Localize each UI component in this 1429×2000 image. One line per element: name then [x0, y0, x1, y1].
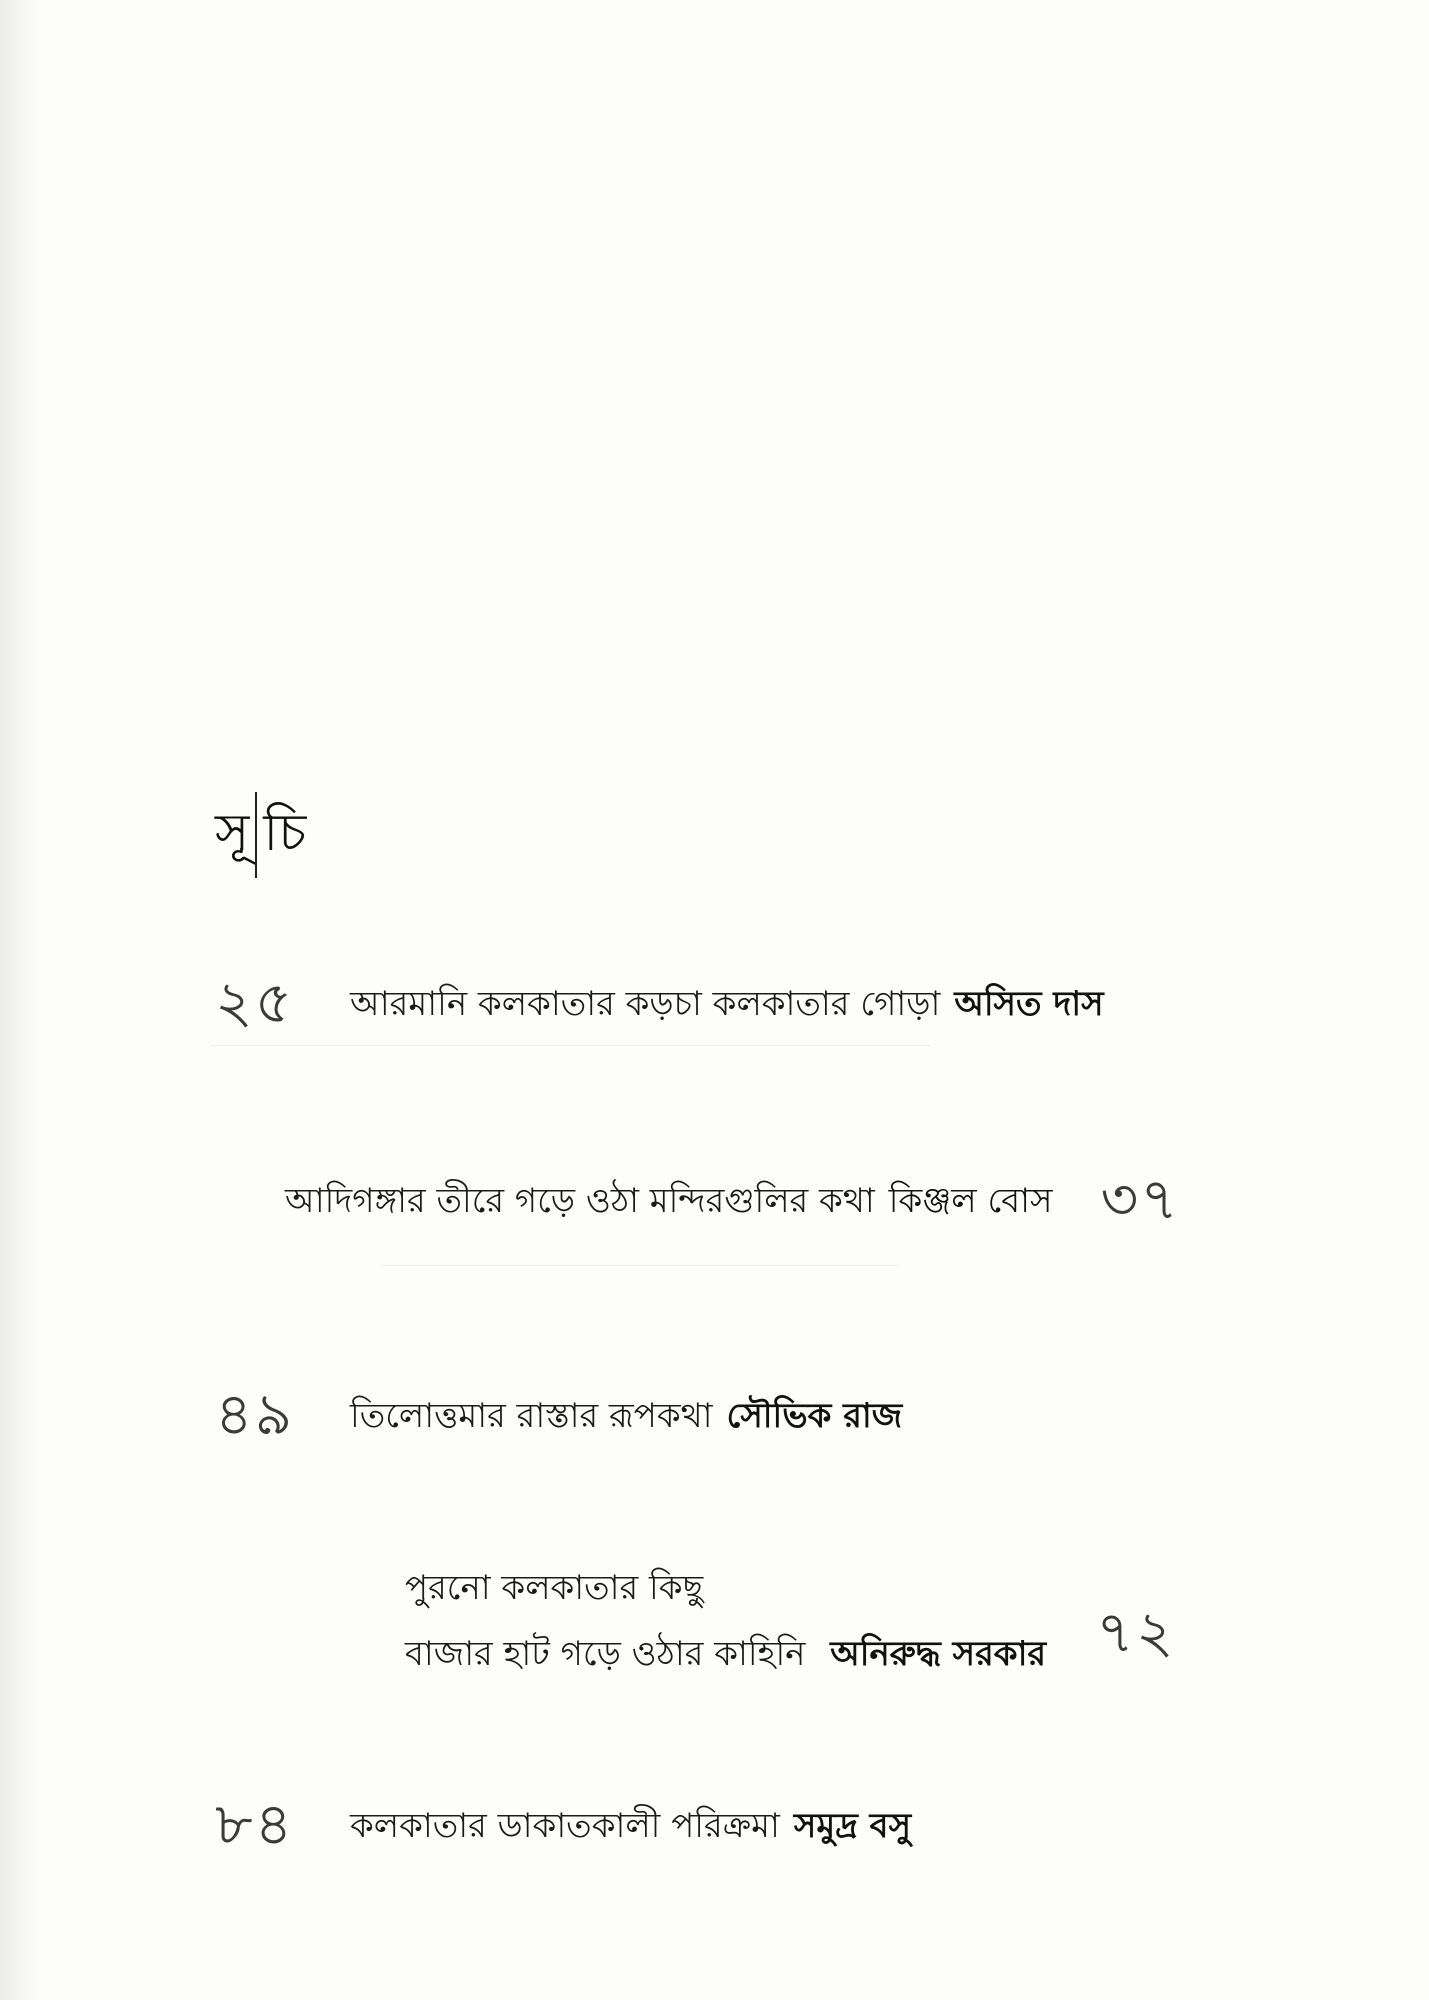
toc-article-title: কলকাতার ডাকাতকালী পরিক্রমা [350, 1806, 780, 1846]
toc-article-title-line1: পুরনো কলকাতার কিছু [405, 1568, 704, 1608]
toc-page-number: ৪৯ [215, 1380, 295, 1448]
toc-author: অনিরুদ্ধ সরকার [830, 1634, 1047, 1674]
toc-entry[interactable] [405, 1555, 1176, 1687]
contents-heading-divider [255, 792, 257, 878]
toc-article-title: তিলোত্তমার রাস্তার রূপকথা [350, 1396, 713, 1436]
contents-heading-part2: চি [263, 802, 307, 863]
toc-entry[interactable] [215, 1370, 902, 1467]
page-gutter-shadow [0, 0, 40, 2000]
toc-article-title: আরমানি কলকাতার কড়চা কলকাতার গোড়া [350, 984, 941, 1024]
toc-page-number: ৭২ [1096, 1598, 1176, 1666]
toc-title-author-line [405, 1621, 1046, 1687]
toc-author: কিঞ্জল বোস [888, 1181, 1053, 1221]
toc-article-title-line2: বাজার হাট গড়ে ওঠার কাহিনি [405, 1634, 806, 1674]
bleed-through-line [380, 1265, 900, 1266]
toc-entry[interactable] [215, 1780, 911, 1877]
toc-author: সমুদ্র বসু [793, 1806, 912, 1846]
toc-author: সৌভিক রাজ [726, 1396, 903, 1436]
toc-page-number: ৩৭ [1100, 1165, 1180, 1233]
toc-page-number: ৮৪ [215, 1790, 295, 1858]
contents-heading [215, 790, 306, 880]
contents-heading-part1: সূ [215, 802, 250, 863]
toc-author: অসিত দাস [954, 984, 1104, 1024]
toc-title-block [405, 1555, 1046, 1687]
toc-page-number: ২৫ [215, 968, 295, 1036]
toc-entry[interactable] [285, 1155, 1180, 1252]
toc-article-title: আদিগঙ্গার তীরে গড়ে ওঠা মন্দিরগুলির কথা [285, 1181, 875, 1221]
toc-entry[interactable] [215, 958, 1104, 1055]
